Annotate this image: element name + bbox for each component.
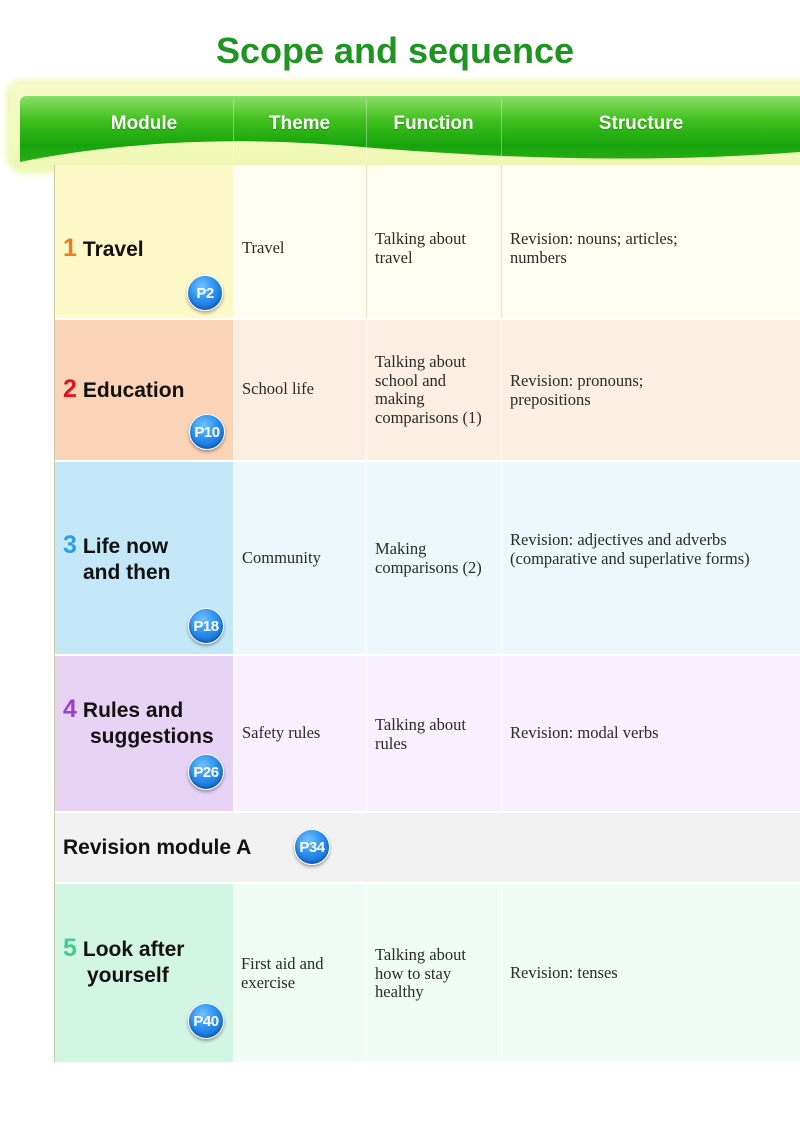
function-text: Talking about travel <box>375 229 466 267</box>
module-name-line2: suggestions <box>90 725 214 748</box>
header-structure: Structure <box>598 113 684 134</box>
theme-cell <box>233 656 366 811</box>
column-divider <box>233 884 234 1062</box>
function-cell <box>366 165 501 318</box>
theme-text: Safety rules <box>242 723 321 742</box>
column-divider <box>233 165 234 318</box>
module-row-1 <box>55 165 800 318</box>
theme-cell <box>233 884 366 1062</box>
column-divider <box>501 165 502 318</box>
column-divider <box>233 320 234 460</box>
module-cell <box>55 320 233 460</box>
structure-text: Revision: adjectives and adverbs (comparative and superlative forms) <box>510 530 750 568</box>
header-theme: Theme <box>268 113 331 134</box>
column-divider <box>366 462 367 654</box>
function-cell <box>366 462 501 654</box>
page-badge[interactable]: P2 <box>187 275 223 311</box>
module-number: 1 <box>63 234 77 262</box>
function-cell <box>366 656 501 811</box>
module-title <box>63 376 184 404</box>
page-badge[interactable]: P40 <box>188 1003 224 1039</box>
column-divider <box>501 462 502 654</box>
theme-text: Travel <box>242 238 285 257</box>
structure-cell <box>501 462 800 654</box>
module-name: Education <box>82 379 185 402</box>
module-row-5 <box>55 884 800 1062</box>
structure-text: Revision: modal verbs <box>510 723 659 742</box>
column-divider <box>501 320 502 460</box>
module-name: Travel <box>82 238 144 261</box>
revision-row <box>55 813 800 882</box>
module-name: Look after <box>82 938 185 961</box>
module-title <box>63 532 171 586</box>
structure-text: Revision: tenses <box>510 963 618 982</box>
function-cell <box>366 320 501 460</box>
structure-text: Revision: nouns; articles; numbers <box>510 229 678 267</box>
page-badge[interactable]: P34 <box>294 829 330 865</box>
module-name-line2: and then <box>83 561 171 584</box>
structure-cell <box>501 165 800 318</box>
module-number: 5 <box>63 934 77 962</box>
module-title <box>63 235 144 263</box>
module-cell <box>55 884 233 1062</box>
function-text: Talking about school and making comparisons (1) <box>375 352 482 427</box>
structure-cell <box>501 320 800 460</box>
column-divider <box>366 884 367 1062</box>
module-number: 3 <box>63 531 77 559</box>
module-number: 2 <box>63 375 77 403</box>
theme-text: Community <box>242 548 321 567</box>
module-name: Life now <box>82 535 169 558</box>
module-name: Rules and <box>82 699 184 722</box>
function-text: Talking about how to stay healthy <box>375 945 466 1001</box>
theme-cell <box>233 462 366 654</box>
theme-cell <box>233 320 366 460</box>
column-divider <box>366 656 367 811</box>
header-module: Module <box>110 113 178 134</box>
page-badge[interactable]: P18 <box>188 608 224 644</box>
module-number: 4 <box>63 695 77 723</box>
column-divider <box>501 884 502 1062</box>
module-row-2 <box>55 320 800 460</box>
page-badge[interactable]: P26 <box>188 754 224 790</box>
function-text: Talking about rules <box>375 715 466 753</box>
function-cell <box>366 884 501 1062</box>
structure-text: Revision: pronouns; prepositions <box>510 371 644 409</box>
column-divider <box>366 320 367 460</box>
theme-cell <box>233 165 366 318</box>
column-divider <box>501 656 502 811</box>
module-name-line2: yourself <box>87 964 169 987</box>
column-divider <box>366 165 367 318</box>
revision-label: Revision module A <box>63 836 252 859</box>
module-title <box>63 696 214 750</box>
header-function: Function <box>393 113 474 134</box>
module-row-4 <box>55 656 800 811</box>
structure-cell <box>501 656 800 811</box>
theme-text: School life <box>242 379 314 398</box>
module-row-3 <box>55 462 800 654</box>
module-title <box>63 935 184 989</box>
function-text: Making comparisons (2) <box>375 539 482 577</box>
column-divider <box>233 462 234 654</box>
module-cell <box>55 462 233 654</box>
theme-text: First aid and exercise <box>241 954 324 992</box>
page-title: Scope and sequence <box>215 30 575 71</box>
page-badge[interactable]: P10 <box>189 414 225 450</box>
module-cell <box>55 165 233 318</box>
module-cell <box>55 656 233 811</box>
column-divider <box>233 656 234 811</box>
structure-cell <box>501 884 800 1062</box>
